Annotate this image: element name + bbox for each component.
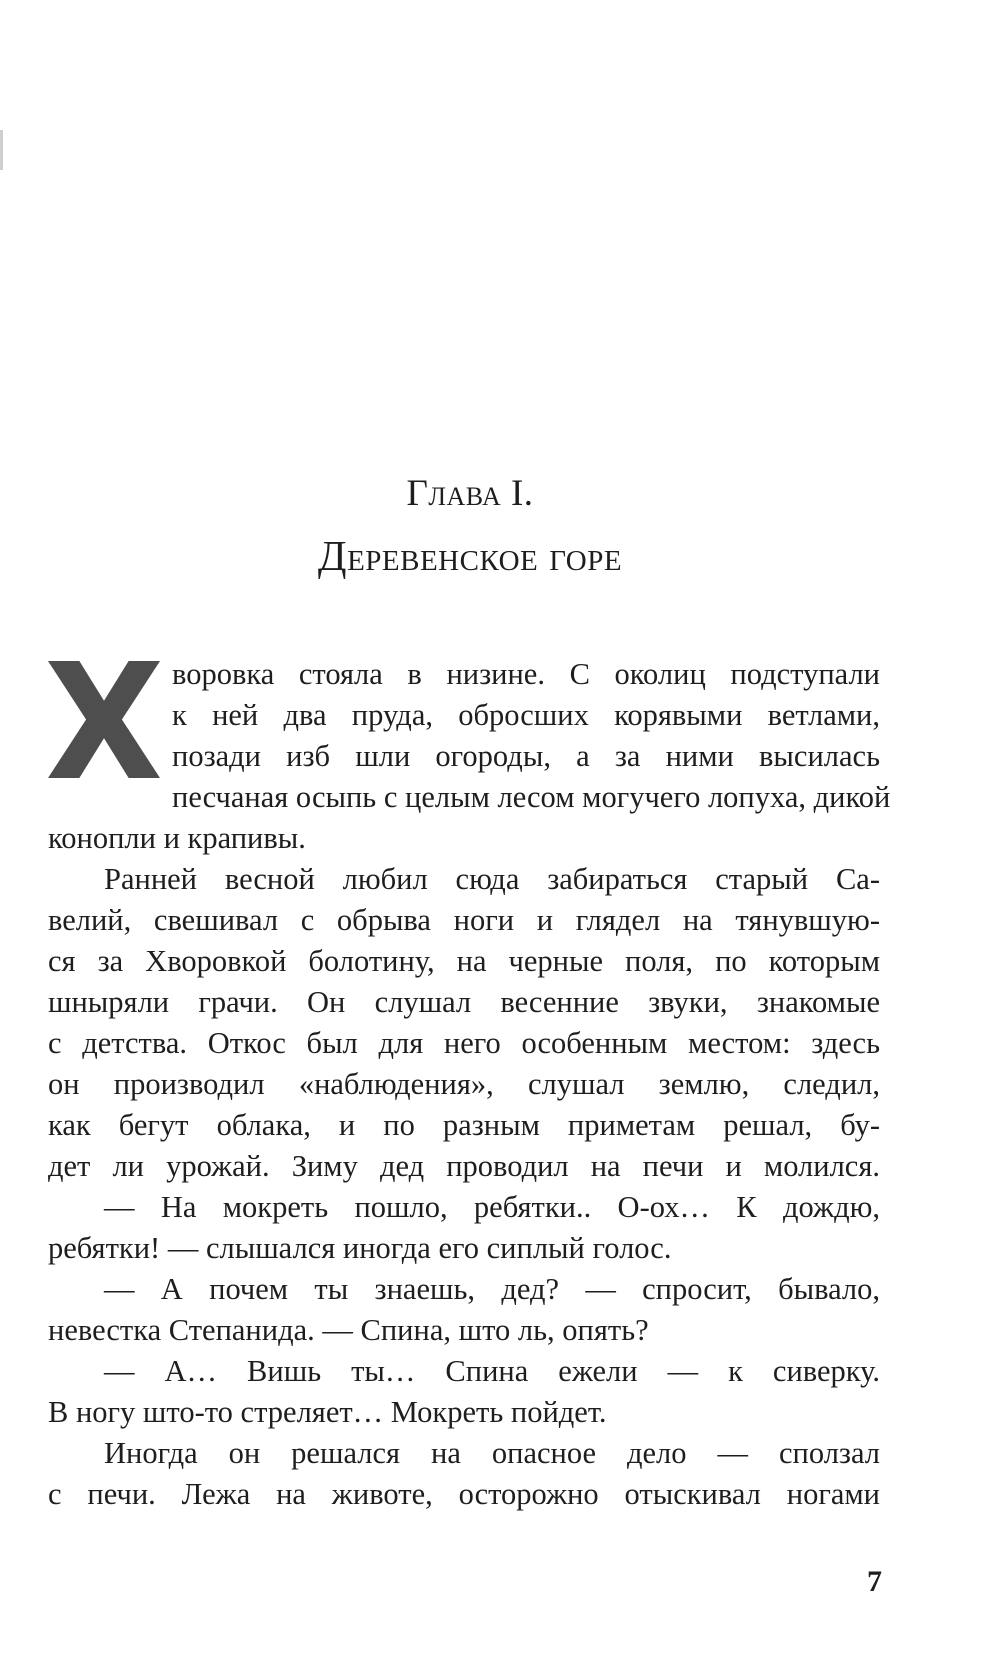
text-line: Ранней весной любил сюда забираться старый Са- [104, 862, 880, 896]
text-line: он производил «наблюдения», слушал землю, следил, [48, 1067, 880, 1101]
text-line: велий, свешивал с обрыва ноги и глядел на тянувшую- [48, 903, 880, 937]
page-edge-mark [0, 130, 3, 170]
chapter-number: Глава I. [406, 473, 534, 514]
chapter-title: Деревенское горе [317, 534, 623, 580]
text-line: дет ли урожай. Зиму дед проводил на печи и молился. [48, 1149, 880, 1183]
text-line: позади изб шли огороды, а за ними высилась [172, 739, 880, 773]
text-line: — А… Вишь ты… Спина ежели — к сиверку. [104, 1354, 880, 1388]
text-line: с печи. Лежа на животе, осторожно отыскивал ногами [48, 1477, 880, 1511]
text-line: ся за Хворовкой болотину, на черные поля, по которым [48, 944, 880, 978]
drop-cap-letter [48, 661, 160, 778]
text-line: — На мокреть пошло, ребятки.. О-ох… К дождю, [104, 1190, 880, 1224]
text-line: к ней два пруда, обросших корявыми ветлами, [172, 698, 880, 732]
page-number: 7 [867, 1565, 882, 1598]
text-line: шныряли грачи. Он слушал весенние звуки, знакомые [48, 985, 880, 1019]
text-line: воровка стояла в низине. С околиц подступали [172, 657, 880, 691]
text-line: как бегут облака, и по разным приметам решал, бу- [48, 1108, 880, 1142]
drop-cap-paragraph-start [172, 654, 880, 777]
text-line: — А почем ты знаешь, дед? — спросит, бывало, [104, 1272, 880, 1306]
text-line: песчаная осыпь с целым лесом могучего лопуха, дикой [172, 780, 891, 814]
text-line: невестка Степанида. — Спина, што ль, опять? [48, 1313, 649, 1347]
text-line: конопли и крапивы. [48, 821, 306, 855]
text-line: ребятки! — слышался иногда его сиплый голос. [48, 1231, 672, 1265]
text-line: Иногда он решался на опасное дело — сползал [104, 1436, 880, 1470]
text-line: с детства. Откос был для него особенным местом: здесь [48, 1026, 880, 1060]
text-line: В ногу што-то стреляет… Мокреть пойдет. [48, 1395, 607, 1429]
body-text [48, 654, 891, 1515]
